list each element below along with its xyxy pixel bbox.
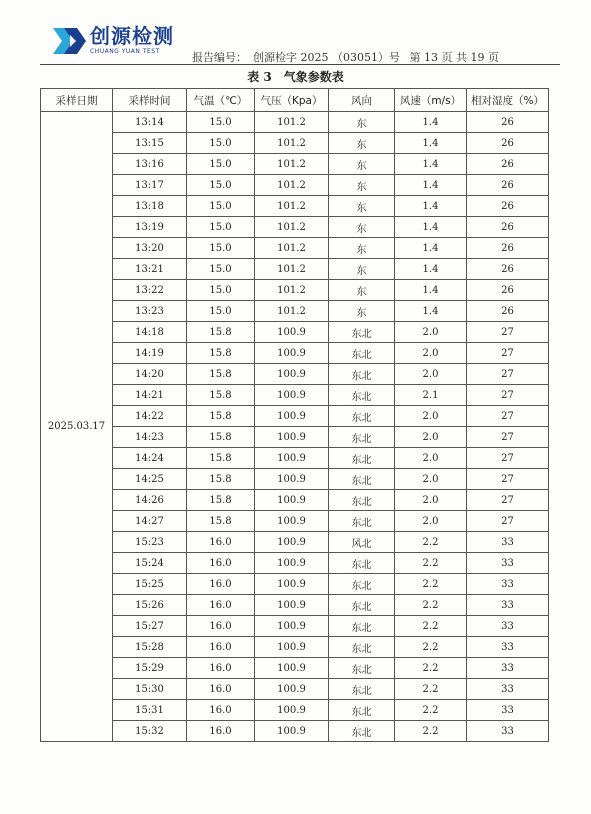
sampling-time-cell: 13:21 <box>113 259 187 280</box>
sampling-date-cell: 2025.03.17 <box>41 112 113 742</box>
header-divider <box>40 64 560 65</box>
wind-speed-cell: 2.0 <box>395 490 467 511</box>
table-row <box>41 616 549 637</box>
humidity-cell: 27 <box>467 343 549 364</box>
temperature-cell: 16.0 <box>187 658 255 679</box>
wind-direction-cell: 东 <box>329 280 395 301</box>
wind-speed-cell: 2.0 <box>395 364 467 385</box>
temperature-cell: 15.0 <box>187 301 255 322</box>
humidity-cell: 26 <box>467 196 549 217</box>
temperature-cell: 16.0 <box>187 574 255 595</box>
temperature-cell: 16.0 <box>187 637 255 658</box>
wind-speed-cell: 1.4 <box>395 133 467 154</box>
humidity-cell: 26 <box>467 112 549 133</box>
weather-parameter-table <box>40 88 549 742</box>
sampling-time-cell: 13:20 <box>113 238 187 259</box>
temperature-cell: 15.8 <box>187 364 255 385</box>
pressure-cell: 100.9 <box>255 490 329 511</box>
pressure-cell: 100.9 <box>255 553 329 574</box>
sampling-time-cell: 14:25 <box>113 469 187 490</box>
pressure-cell: 101.2 <box>255 280 329 301</box>
temperature-cell: 16.0 <box>187 532 255 553</box>
sampling-time-cell: 13:17 <box>113 175 187 196</box>
table-row <box>41 679 549 700</box>
wind-direction-cell: 风北 <box>329 532 395 553</box>
sampling-time-cell: 14:18 <box>113 322 187 343</box>
sampling-time-cell: 15:32 <box>113 721 187 742</box>
wind-direction-cell: 东北 <box>329 700 395 721</box>
pressure-cell: 101.2 <box>255 301 329 322</box>
humidity-cell: 33 <box>467 553 549 574</box>
pressure-cell: 101.2 <box>255 175 329 196</box>
temperature-cell: 15.0 <box>187 280 255 301</box>
temperature-cell: 15.0 <box>187 196 255 217</box>
humidity-cell: 26 <box>467 133 549 154</box>
table-row <box>41 427 549 448</box>
humidity-cell: 33 <box>467 616 549 637</box>
humidity-cell: 26 <box>467 154 549 175</box>
pressure-cell: 100.9 <box>255 322 329 343</box>
humidity-cell: 26 <box>467 301 549 322</box>
column-header: 风向 <box>329 89 395 112</box>
sampling-time-cell: 13:14 <box>113 112 187 133</box>
temperature-cell: 15.0 <box>187 217 255 238</box>
pressure-cell: 100.9 <box>255 406 329 427</box>
pressure-cell: 100.9 <box>255 448 329 469</box>
logo-name-cn: 创源检测 <box>90 24 174 48</box>
wind-speed-cell: 1.4 <box>395 301 467 322</box>
wind-direction-cell: 东北 <box>329 448 395 469</box>
humidity-cell: 26 <box>467 217 549 238</box>
temperature-cell: 15.8 <box>187 406 255 427</box>
page-info: 第 13 页 共 19 页 <box>409 51 499 64</box>
wind-direction-cell: 东北 <box>329 469 395 490</box>
humidity-cell: 33 <box>467 700 549 721</box>
wind-direction-cell: 东 <box>329 112 395 133</box>
report-number-label: 报告编号： <box>192 51 247 64</box>
sampling-time-cell: 14:20 <box>113 364 187 385</box>
wind-speed-cell: 2.0 <box>395 427 467 448</box>
table-row <box>41 112 549 133</box>
table-row <box>41 595 549 616</box>
wind-speed-cell: 2.2 <box>395 658 467 679</box>
report-header <box>192 49 505 65</box>
sampling-time-cell: 14:19 <box>113 343 187 364</box>
company-logo <box>50 24 174 58</box>
table-row <box>41 658 549 679</box>
wind-direction-cell: 东北 <box>329 574 395 595</box>
table-row <box>41 175 549 196</box>
temperature-cell: 15.8 <box>187 469 255 490</box>
humidity-cell: 26 <box>467 259 549 280</box>
wind-direction-cell: 东 <box>329 259 395 280</box>
sampling-time-cell: 15:29 <box>113 658 187 679</box>
pressure-cell: 100.9 <box>255 427 329 448</box>
wind-speed-cell: 2.2 <box>395 574 467 595</box>
temperature-cell: 15.8 <box>187 490 255 511</box>
wind-speed-cell: 2.0 <box>395 322 467 343</box>
wind-direction-cell: 东北 <box>329 322 395 343</box>
temperature-cell: 15.0 <box>187 175 255 196</box>
humidity-cell: 27 <box>467 448 549 469</box>
humidity-cell: 27 <box>467 322 549 343</box>
wind-speed-cell: 1.4 <box>395 175 467 196</box>
wind-direction-cell: 东北 <box>329 595 395 616</box>
column-header: 采样日期 <box>41 89 113 112</box>
wind-direction-cell: 东 <box>329 196 395 217</box>
sampling-time-cell: 13:23 <box>113 301 187 322</box>
temperature-cell: 15.0 <box>187 238 255 259</box>
report-number: 创源检字 2025 （03051）号 <box>253 51 400 64</box>
wind-speed-cell: 2.2 <box>395 532 467 553</box>
wind-direction-cell: 东 <box>329 154 395 175</box>
temperature-cell: 15.0 <box>187 259 255 280</box>
pressure-cell: 101.2 <box>255 259 329 280</box>
sampling-time-cell: 14:24 <box>113 448 187 469</box>
humidity-cell: 33 <box>467 574 549 595</box>
wind-speed-cell: 2.2 <box>395 721 467 742</box>
wind-direction-cell: 东北 <box>329 658 395 679</box>
wind-speed-cell: 2.2 <box>395 595 467 616</box>
table-row <box>41 364 549 385</box>
wind-speed-cell: 1.4 <box>395 217 467 238</box>
wind-direction-cell: 东北 <box>329 343 395 364</box>
pressure-cell: 100.9 <box>255 364 329 385</box>
sampling-time-cell: 14:26 <box>113 490 187 511</box>
temperature-cell: 16.0 <box>187 616 255 637</box>
humidity-cell: 27 <box>467 427 549 448</box>
sampling-time-cell: 15:27 <box>113 616 187 637</box>
temperature-cell: 15.0 <box>187 154 255 175</box>
pressure-cell: 101.2 <box>255 154 329 175</box>
temperature-cell: 15.0 <box>187 133 255 154</box>
column-header: 气温（℃） <box>187 89 255 112</box>
wind-speed-cell: 2.0 <box>395 343 467 364</box>
temperature-cell: 15.8 <box>187 511 255 532</box>
sampling-time-cell: 13:22 <box>113 280 187 301</box>
pressure-cell: 100.9 <box>255 385 329 406</box>
humidity-cell: 27 <box>467 469 549 490</box>
table-row <box>41 700 549 721</box>
wind-direction-cell: 东 <box>329 238 395 259</box>
sampling-time-cell: 14:27 <box>113 511 187 532</box>
pressure-cell: 100.9 <box>255 469 329 490</box>
humidity-cell: 33 <box>467 721 549 742</box>
table-row <box>41 238 549 259</box>
sampling-time-cell: 15:28 <box>113 637 187 658</box>
humidity-cell: 33 <box>467 679 549 700</box>
humidity-cell: 33 <box>467 637 549 658</box>
column-header: 采样时间 <box>113 89 187 112</box>
column-header: 风速（m/s） <box>395 89 467 112</box>
table-row <box>41 637 549 658</box>
wind-direction-cell: 东北 <box>329 679 395 700</box>
table-row <box>41 511 549 532</box>
humidity-cell: 27 <box>467 385 549 406</box>
sampling-time-cell: 15:23 <box>113 532 187 553</box>
logo-name-en: CHUANG YUAN TEST <box>90 48 160 55</box>
pressure-cell: 101.2 <box>255 133 329 154</box>
table-row <box>41 532 549 553</box>
sampling-time-cell: 13:15 <box>113 133 187 154</box>
wind-speed-cell: 2.2 <box>395 700 467 721</box>
wind-speed-cell: 2.1 <box>395 385 467 406</box>
sampling-time-cell: 13:18 <box>113 196 187 217</box>
humidity-cell: 33 <box>467 658 549 679</box>
table-header-row <box>41 89 549 112</box>
humidity-cell: 26 <box>467 175 549 196</box>
pressure-cell: 100.9 <box>255 511 329 532</box>
pressure-cell: 100.9 <box>255 721 329 742</box>
temperature-cell: 15.8 <box>187 427 255 448</box>
wind-direction-cell: 东北 <box>329 511 395 532</box>
table-row <box>41 154 549 175</box>
temperature-cell: 16.0 <box>187 700 255 721</box>
wind-speed-cell: 1.4 <box>395 259 467 280</box>
pressure-cell: 100.9 <box>255 595 329 616</box>
sampling-time-cell: 15:25 <box>113 574 187 595</box>
sampling-time-cell: 14:23 <box>113 427 187 448</box>
humidity-cell: 26 <box>467 280 549 301</box>
wind-speed-cell: 1.4 <box>395 196 467 217</box>
column-header: 相对湿度（%） <box>467 89 549 112</box>
logo-mark-icon <box>50 24 88 58</box>
humidity-cell: 27 <box>467 364 549 385</box>
wind-direction-cell: 东北 <box>329 637 395 658</box>
table-row <box>41 322 549 343</box>
temperature-cell: 15.8 <box>187 322 255 343</box>
table-row <box>41 553 549 574</box>
table-row <box>41 490 549 511</box>
wind-speed-cell: 2.2 <box>395 616 467 637</box>
table-row <box>41 217 549 238</box>
temperature-cell: 15.8 <box>187 343 255 364</box>
temperature-cell: 15.8 <box>187 385 255 406</box>
sampling-time-cell: 13:16 <box>113 154 187 175</box>
sampling-time-cell: 15:30 <box>113 679 187 700</box>
wind-speed-cell: 2.0 <box>395 469 467 490</box>
wind-speed-cell: 2.0 <box>395 511 467 532</box>
temperature-cell: 15.0 <box>187 112 255 133</box>
table-row <box>41 301 549 322</box>
table-row <box>41 196 549 217</box>
humidity-cell: 33 <box>467 532 549 553</box>
wind-direction-cell: 东北 <box>329 721 395 742</box>
pressure-cell: 100.9 <box>255 637 329 658</box>
humidity-cell: 27 <box>467 490 549 511</box>
sampling-time-cell: 14:22 <box>113 406 187 427</box>
table-row <box>41 574 549 595</box>
wind-direction-cell: 东北 <box>329 406 395 427</box>
sampling-time-cell: 15:31 <box>113 700 187 721</box>
table-row <box>41 343 549 364</box>
humidity-cell: 27 <box>467 406 549 427</box>
pressure-cell: 100.9 <box>255 658 329 679</box>
wind-speed-cell: 1.4 <box>395 154 467 175</box>
table-row <box>41 385 549 406</box>
wind-direction-cell: 东北 <box>329 427 395 448</box>
pressure-cell: 100.9 <box>255 700 329 721</box>
temperature-cell: 15.8 <box>187 448 255 469</box>
humidity-cell: 33 <box>467 595 549 616</box>
table-row <box>41 133 549 154</box>
sampling-time-cell: 15:24 <box>113 553 187 574</box>
table-caption <box>0 68 591 85</box>
wind-direction-cell: 东 <box>329 133 395 154</box>
pressure-cell: 100.9 <box>255 532 329 553</box>
temperature-cell: 16.0 <box>187 553 255 574</box>
pressure-cell: 101.2 <box>255 196 329 217</box>
pressure-cell: 101.2 <box>255 217 329 238</box>
table-row <box>41 280 549 301</box>
sampling-time-cell: 13:19 <box>113 217 187 238</box>
table-row <box>41 721 549 742</box>
wind-direction-cell: 东北 <box>329 616 395 637</box>
table-row <box>41 406 549 427</box>
wind-speed-cell: 2.2 <box>395 679 467 700</box>
wind-direction-cell: 东 <box>329 217 395 238</box>
pressure-cell: 100.9 <box>255 343 329 364</box>
table-title: 气象参数表 <box>283 70 344 84</box>
wind-speed-cell: 2.2 <box>395 553 467 574</box>
sampling-time-cell: 14:21 <box>113 385 187 406</box>
table-row <box>41 448 549 469</box>
wind-direction-cell: 东 <box>329 175 395 196</box>
pressure-cell: 101.2 <box>255 238 329 259</box>
pressure-cell: 100.9 <box>255 679 329 700</box>
wind-speed-cell: 2.2 <box>395 637 467 658</box>
humidity-cell: 26 <box>467 238 549 259</box>
wind-direction-cell: 东北 <box>329 385 395 406</box>
temperature-cell: 16.0 <box>187 721 255 742</box>
column-header: 气压（Kpa） <box>255 89 329 112</box>
table-row <box>41 469 549 490</box>
temperature-cell: 16.0 <box>187 595 255 616</box>
sampling-time-cell: 15:26 <box>113 595 187 616</box>
wind-speed-cell: 2.0 <box>395 406 467 427</box>
wind-speed-cell: 1.4 <box>395 238 467 259</box>
wind-speed-cell: 1.4 <box>395 280 467 301</box>
humidity-cell: 27 <box>467 511 549 532</box>
wind-speed-cell: 2.0 <box>395 448 467 469</box>
table-row <box>41 259 549 280</box>
wind-direction-cell: 东北 <box>329 553 395 574</box>
wind-direction-cell: 东北 <box>329 490 395 511</box>
wind-speed-cell: 1.4 <box>395 112 467 133</box>
temperature-cell: 16.0 <box>187 679 255 700</box>
pressure-cell: 100.9 <box>255 616 329 637</box>
wind-direction-cell: 东北 <box>329 364 395 385</box>
table-number: 表 3 <box>247 70 272 84</box>
wind-direction-cell: 东 <box>329 301 395 322</box>
pressure-cell: 101.2 <box>255 112 329 133</box>
pressure-cell: 100.9 <box>255 574 329 595</box>
